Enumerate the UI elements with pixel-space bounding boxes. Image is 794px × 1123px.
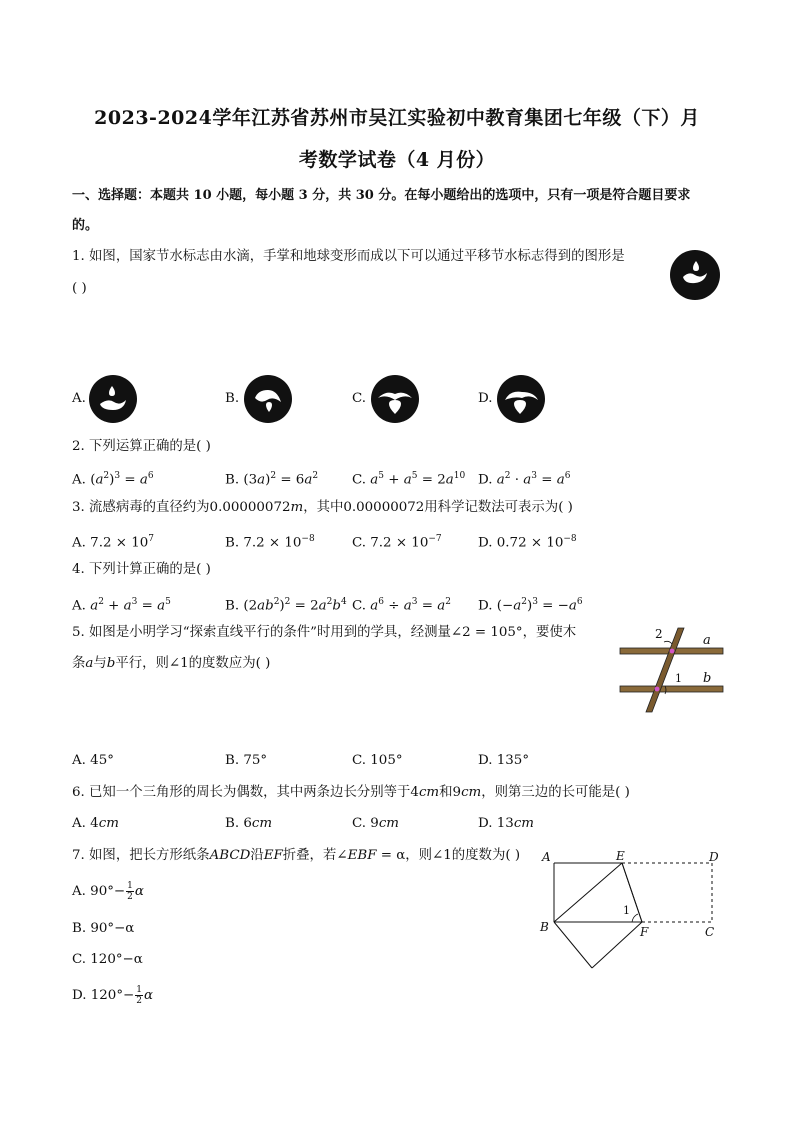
- question-5-option-d: D. 135°: [478, 753, 530, 768]
- exam-title-line1: 2023-2024学年江苏省苏州市吴江实验初中教育集团七年级（下）月: [94, 107, 700, 129]
- question-3-option-c: C. $7.2 \times 10^{-7}$: [352, 534, 442, 551]
- question-5-stem-line1: 5. 如图是小明学习“探索直线平行的条件”时用到的学具，经测量∠2 = 105°，要使木: [72, 625, 577, 640]
- question-5-stem-line2: 条a与b平行，则∠1的度数应为( ): [72, 656, 271, 671]
- question-2-option-c: C. $a^5 + a^5 = 2a^{10}$: [352, 471, 466, 488]
- point-c-label: C: [705, 925, 715, 939]
- question-3-option-a: A. $7.2 \times 10^7$: [72, 534, 154, 551]
- angle-1-label-q7: 1: [623, 904, 630, 917]
- option-a-logo-icon: [88, 374, 138, 424]
- question-7-option-c: C. 120°−α: [72, 952, 143, 967]
- section-header-line2: 的。: [72, 218, 99, 233]
- question-3-option-b: B. $7.2 \times 10^{-8}$: [225, 534, 315, 551]
- question-1-option-d: D.: [478, 391, 493, 406]
- question-1-option-a: A.: [72, 391, 86, 406]
- exam-title-line2: 考数学试卷（4 月份）: [298, 149, 496, 171]
- question-6-option-a: A. 4cm: [72, 816, 119, 831]
- point-b-label: B: [540, 920, 549, 934]
- option-d-logo-icon: [496, 374, 546, 424]
- question-4-option-b: B. $(2ab^2)^2 = 2a^2b^4$: [225, 597, 347, 614]
- question-5-option-c: C. 105°: [352, 753, 403, 768]
- question-7-stem: 7. 如图，把长方形纸条ABCD沿EF折叠，若∠EBF = α，则∠1的度数为( ): [72, 848, 521, 863]
- point-a-label: A: [542, 850, 551, 864]
- question-4-stem: 4. 下列计算正确的是( ): [72, 562, 211, 577]
- question-7-option-b: B. 90°−α: [72, 921, 135, 936]
- angle-1-label: 1: [675, 672, 682, 685]
- question-2-option-d: D. $a^2 \cdot a^3 = a^6$: [478, 471, 571, 488]
- line-a-label: a: [703, 633, 711, 648]
- angle-2-label: 2: [655, 627, 663, 641]
- question-3-option-d: D. $0.72 \times 10^{-8}$: [478, 534, 577, 551]
- question-4-option-a: A. $a^2 + a^3 = a^5$: [72, 597, 171, 614]
- option-b-logo-icon: [243, 374, 293, 424]
- question-4-option-d: D. $(-a^2)^3 = -a^6$: [478, 597, 583, 614]
- point-e-label: E: [616, 849, 625, 863]
- question-5-option-a: A. 45°: [72, 753, 114, 768]
- question-6-option-d: D. 13cm: [478, 816, 535, 831]
- question-1-stem-line1: 1. 如图，国家节水标志由水滴，手掌和地球变形而成以下可以通过平移节水标志得到的图形是: [72, 249, 625, 264]
- question-6-option-b: B. 6cm: [225, 816, 273, 831]
- question-1-stem-line2: ( ): [72, 281, 87, 296]
- point-f-label: F: [640, 925, 649, 939]
- question-3-stem: 3. 流感病毒的直径约为0.00000072m，其中0.00000072用科学记数法可表示为( ): [72, 500, 573, 515]
- question-1-option-c: C.: [352, 391, 367, 406]
- question-5-option-b: B. 75°: [225, 753, 268, 768]
- question-2-stem: 2. 下列运算正确的是( ): [72, 439, 211, 454]
- water-saving-logo-icon: [669, 249, 721, 301]
- question-6-stem: 6. 已知一个三角形的周长为偶数，其中两条边长分别等于4cm和9cm，则第三边的长可能是( ): [72, 785, 630, 800]
- line-b-label: b: [703, 671, 712, 686]
- section-header-line1: 一、选择题：本题共 10 小题，每小题 3 分，共 30 分。在每小题给出的选项中，只有一项是符合题目要求: [72, 188, 691, 203]
- option-c-logo-icon: [370, 374, 420, 424]
- question-6-option-c: C. 9cm: [352, 816, 400, 831]
- question-4-option-c: C. $a^6 \div a^3 = a^2$: [352, 597, 451, 614]
- question-7-folded-rectangle-figure: [540, 850, 725, 975]
- question-7-option-d: D. 120°− $\frac{1}{2}$ α: [72, 985, 154, 1006]
- question-1-option-b: B.: [225, 391, 240, 406]
- point-d-label: D: [709, 850, 719, 864]
- question-2-option-b: B. $(3a)^2 = 6a^2$: [225, 471, 319, 488]
- question-7-option-a: A. 90°− $\frac{1}{2}$ α: [72, 881, 144, 902]
- question-2-option-a: A. $(a^2)^3 = a^6$: [72, 471, 154, 488]
